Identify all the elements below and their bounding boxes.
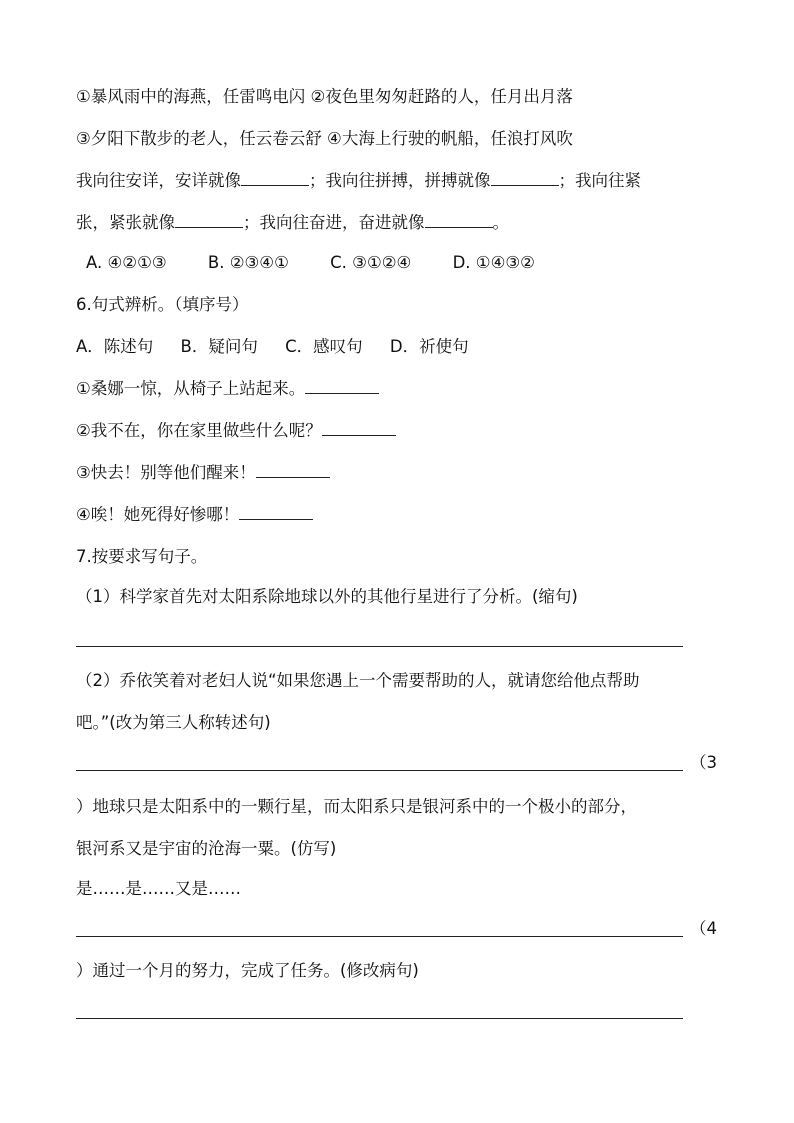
answer-blank[interactable]: [256, 462, 330, 478]
q5-line4-c: 。: [492, 213, 509, 232]
q6-item-text: ③快去！别等他们醒来！: [76, 463, 256, 482]
q5-line3-c: ；我向往紧: [558, 171, 641, 190]
answer-blank[interactable]: [175, 212, 243, 228]
q7-s3-b: 银河系又是宇宙的沧海一粟。(仿写): [76, 839, 337, 858]
q5-line4-b: ；我向往奋进，奋进就像: [243, 213, 425, 232]
q6-choices: [76, 336, 491, 358]
q7-s3-a: ）地球只是太阳系中的一颗行星，而太阳系只是银河系中的一个极小的部分，: [76, 797, 637, 816]
answer-line-4[interactable]: [76, 1018, 683, 1019]
q6-title: 6.句式辨析。（填序号）: [76, 295, 249, 314]
answer-line-3[interactable]: [76, 936, 683, 937]
q7-s1: （1）科学家首先对太阳系除地球以外的其他行星进行了分析。(缩句): [76, 587, 578, 606]
option-c[interactable]: C. ③①②④: [330, 253, 412, 272]
option-d[interactable]: D. ①④③②: [452, 253, 535, 272]
q7-s4-a: ）通过一个月的努力，完成了任务。(修改病句): [76, 961, 419, 980]
q6-item-text: ②我不在，你在家里做些什么呢？: [76, 421, 322, 440]
q5-line4: [76, 212, 509, 234]
q5-line1: ①暴风雨中的海燕，任雷鸣电闪 ②夜色里匆匆赶路的人，任月出月落: [76, 87, 573, 106]
q6-item-2: [76, 420, 396, 442]
q7-title: 7.按要求写句子。: [76, 547, 208, 566]
q7-s3-marker: （3: [690, 753, 717, 772]
q5-line3: [76, 170, 641, 192]
q6-item-text: ④唉！她死得好惨哪！: [76, 505, 240, 524]
q5-options: [86, 252, 571, 274]
q5-line2: ③夕阳下散步的老人，任云卷云舒 ④大海上行驶的帆船，任浪打风吹: [76, 129, 573, 148]
q7-s2-a: （2）乔依笑着对老妇人说“如果您遇上一个需要帮助的人，就请您给他点帮助: [76, 671, 640, 690]
option-b[interactable]: B. ②③④①: [207, 253, 289, 272]
answer-blank[interactable]: [425, 212, 493, 228]
answer-blank[interactable]: [239, 504, 313, 520]
answer-line-2[interactable]: [76, 770, 683, 771]
q7-s2-b: 吧。”(改为第三人称转述句): [76, 713, 271, 732]
answer-blank[interactable]: [241, 170, 309, 186]
q7-s4-marker: （4: [690, 919, 717, 938]
q6-item-3: [76, 462, 330, 484]
choice-a: A．陈述句: [76, 337, 154, 356]
q7-s3-c: 是……是……又是……: [76, 879, 241, 898]
answer-blank[interactable]: [491, 170, 559, 186]
q6-item-1: [76, 378, 379, 400]
option-a[interactable]: A. ④②①③: [86, 253, 167, 272]
choice-c: C．感叹句: [285, 337, 363, 356]
answer-blank[interactable]: [322, 420, 396, 436]
q6-item-text: ①桑娜一惊，从椅子上站起来。: [76, 379, 306, 398]
q6-item-4: [76, 504, 313, 526]
choice-d: D．祈使句: [389, 337, 469, 356]
answer-blank[interactable]: [305, 378, 379, 394]
answer-line-1[interactable]: [76, 646, 683, 647]
q5-line3-a: 我向往安详，安详就像: [76, 171, 241, 190]
q5-line3-b: ；我向往拼搏，拼搏就像: [309, 171, 491, 190]
q5-line4-a: 张，紧张就像: [76, 213, 175, 232]
choice-b: B．疑问句: [180, 337, 258, 356]
